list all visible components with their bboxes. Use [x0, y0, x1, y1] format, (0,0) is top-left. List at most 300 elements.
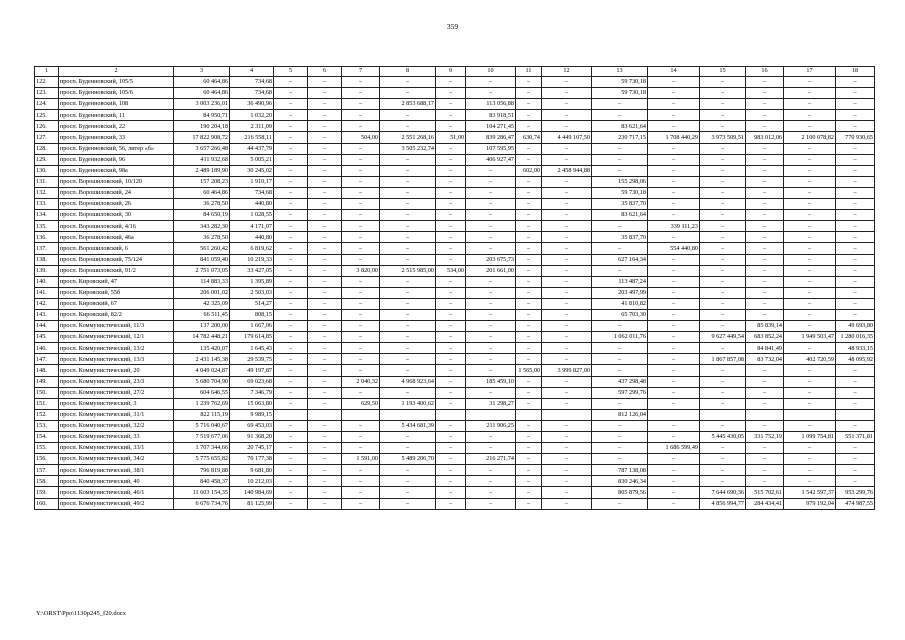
value-cell: – — [648, 287, 700, 298]
value-cell: – — [746, 232, 784, 243]
value-cell: 5 434 681,39 — [380, 420, 436, 431]
value-cell: – — [466, 276, 516, 287]
value-cell: – — [308, 165, 342, 176]
value-cell: – — [274, 387, 308, 398]
value-cell: – — [380, 276, 436, 287]
row-number-cell: 150. — [35, 387, 59, 398]
value-cell: – — [308, 276, 342, 287]
value-cell: – — [746, 454, 784, 465]
value-cell: – — [648, 154, 700, 165]
row-number-cell: 158. — [35, 476, 59, 487]
value-cell: – — [308, 210, 342, 221]
value-cell: 9 627 449,54 — [700, 332, 746, 343]
value-cell: – — [466, 432, 516, 443]
value-cell: 1 686 599,49 — [648, 443, 700, 454]
value-cell: 1 280 016,35 — [836, 332, 875, 343]
value-cell: – — [436, 498, 466, 509]
address-cell: просп. Кировский, 82/2 — [59, 309, 174, 320]
value-cell: – — [836, 476, 875, 487]
value-cell: – — [746, 420, 784, 431]
value-cell: – — [784, 465, 836, 476]
value-cell: – — [784, 221, 836, 232]
value-cell: 2 489 189,90 — [174, 165, 230, 176]
value-cell: – — [516, 121, 542, 132]
value-cell: – — [380, 199, 436, 210]
value-cell: – — [342, 387, 380, 398]
value-cell: 2 551 268,16 — [380, 132, 436, 143]
value-cell: – — [436, 443, 466, 454]
value-cell: – — [592, 398, 648, 409]
value-cell: – — [542, 77, 592, 88]
row-number-cell: 154. — [35, 432, 59, 443]
value-cell: – — [700, 298, 746, 309]
value-cell: – — [308, 154, 342, 165]
row-number-cell: 140. — [35, 276, 59, 287]
row-number-cell: 136. — [35, 232, 59, 243]
value-cell: – — [466, 176, 516, 187]
value-cell: 83 621,64 — [592, 210, 648, 221]
value-cell — [274, 409, 308, 420]
row-number-cell: 132. — [35, 187, 59, 198]
value-cell: – — [746, 287, 784, 298]
value-cell: – — [836, 199, 875, 210]
column-header: 13 — [592, 67, 648, 77]
value-cell: 1 867 857,08 — [700, 354, 746, 365]
address-cell: просп. Ворошиловский, 30 — [59, 210, 174, 221]
table-row — [35, 176, 875, 187]
value-cell: 630,74 — [516, 132, 542, 143]
value-cell: 5 680 704,90 — [174, 376, 230, 387]
value-cell: – — [746, 376, 784, 387]
value-cell: – — [516, 221, 542, 232]
value-cell: – — [836, 309, 875, 320]
value-cell: – — [274, 476, 308, 487]
value-cell: – — [308, 376, 342, 387]
value-cell: – — [746, 199, 784, 210]
value-cell: – — [592, 99, 648, 110]
table-row — [35, 243, 875, 254]
value-cell: – — [274, 343, 308, 354]
value-cell: – — [542, 376, 592, 387]
value-cell: – — [380, 443, 436, 454]
value-cell: – — [274, 221, 308, 232]
value-cell: – — [784, 254, 836, 265]
value-cell: 60 464,86 — [174, 187, 230, 198]
value-cell: 20 745,17 — [230, 443, 274, 454]
value-cell: – — [836, 187, 875, 198]
table-row — [35, 221, 875, 232]
value-cell: – — [542, 287, 592, 298]
value-cell: 734,68 — [230, 187, 274, 198]
value-cell: – — [836, 454, 875, 465]
value-cell: 83 918,51 — [466, 110, 516, 121]
value-cell: – — [784, 343, 836, 354]
value-cell: – — [648, 99, 700, 110]
value-cell: 979 192,04 — [784, 498, 836, 509]
table-row — [35, 298, 875, 309]
value-cell: – — [274, 187, 308, 198]
value-cell: – — [516, 376, 542, 387]
value-cell: – — [700, 121, 746, 132]
value-cell: – — [648, 343, 700, 354]
value-cell: – — [436, 454, 466, 465]
value-cell: – — [648, 165, 700, 176]
value-cell: – — [836, 376, 875, 387]
value-cell: – — [516, 199, 542, 210]
value-cell: – — [746, 187, 784, 198]
value-cell: 65 703,30 — [592, 309, 648, 320]
value-cell: – — [648, 210, 700, 221]
value-cell: – — [542, 121, 592, 132]
table-row — [35, 432, 875, 443]
value-cell: – — [700, 154, 746, 165]
table-row — [35, 99, 875, 110]
footer-file-path: Y:\ORST\Ppo\1130p245_f20.docx — [36, 610, 126, 617]
value-cell: – — [466, 465, 516, 476]
table-row — [35, 398, 875, 409]
value-cell: 5 716 040,67 — [174, 420, 230, 431]
value-cell: – — [380, 77, 436, 88]
address-cell: просп. Ворошиловский, 91/2 — [59, 265, 174, 276]
value-cell: – — [700, 398, 746, 409]
row-number-cell: 123. — [35, 88, 59, 99]
value-cell: 534,00 — [436, 265, 466, 276]
value-cell: 437 298,48 — [592, 376, 648, 387]
value-cell: 2 751 073,05 — [174, 265, 230, 276]
value-cell: – — [784, 376, 836, 387]
value-cell: 1 193 400,62 — [380, 398, 436, 409]
value-cell: – — [342, 321, 380, 332]
value-cell: – — [436, 176, 466, 187]
value-cell: – — [516, 321, 542, 332]
value-cell: – — [784, 121, 836, 132]
value-cell: – — [380, 110, 436, 121]
address-cell: просп. Коммунистический, 3 — [59, 398, 174, 409]
value-cell: – — [746, 476, 784, 487]
value-cell: – — [308, 110, 342, 121]
value-cell: – — [516, 432, 542, 443]
value-cell: – — [380, 88, 436, 99]
value-cell: – — [648, 354, 700, 365]
value-cell: – — [274, 88, 308, 99]
value-cell: – — [516, 88, 542, 99]
value-cell: – — [466, 187, 516, 198]
value-cell: – — [700, 221, 746, 232]
value-cell: 190 204,18 — [174, 121, 230, 132]
table-row — [35, 287, 875, 298]
value-cell: 85 839,14 — [746, 321, 784, 332]
value-cell: – — [274, 199, 308, 210]
value-cell: – — [836, 443, 875, 454]
value-cell: 230 717,15 — [592, 132, 648, 143]
value-cell: – — [648, 199, 700, 210]
value-cell: – — [274, 232, 308, 243]
value-cell: – — [308, 176, 342, 187]
value-cell: – — [342, 432, 380, 443]
value-cell: – — [308, 443, 342, 454]
value-cell: – — [700, 343, 746, 354]
value-cell: – — [308, 88, 342, 99]
value-cell: – — [648, 398, 700, 409]
value-cell: 49 197,87 — [230, 365, 274, 376]
value-cell: 339 111,23 — [648, 221, 700, 232]
address-cell: просп. Кировский, 67 — [59, 298, 174, 309]
column-header: 17 — [784, 67, 836, 77]
value-cell: – — [648, 454, 700, 465]
value-cell: – — [342, 232, 380, 243]
value-cell: – — [380, 298, 436, 309]
value-cell: – — [836, 221, 875, 232]
value-cell: 602,00 — [516, 165, 542, 176]
value-cell: – — [274, 332, 308, 343]
value-cell: – — [308, 132, 342, 143]
value-cell: – — [648, 176, 700, 187]
value-cell: – — [436, 221, 466, 232]
value-cell: – — [274, 321, 308, 332]
value-cell: – — [648, 121, 700, 132]
value-cell: 59 730,18 — [592, 88, 648, 99]
value-cell: 51,00 — [436, 132, 466, 143]
value-cell — [542, 409, 592, 420]
table-row — [35, 376, 875, 387]
value-cell: – — [342, 309, 380, 320]
column-header: 2 — [59, 67, 174, 77]
address-cell: просп. Коммунистический, 11/3 — [59, 321, 174, 332]
value-cell: 830 246,34 — [592, 476, 648, 487]
table-row — [35, 110, 875, 121]
value-cell: – — [466, 309, 516, 320]
value-cell: – — [516, 287, 542, 298]
value-cell: 822 115,19 — [174, 409, 230, 420]
value-cell: – — [648, 476, 700, 487]
value-cell: 2 040,32 — [342, 376, 380, 387]
value-cell: – — [542, 143, 592, 154]
value-cell: 1 910,17 — [230, 176, 274, 187]
value-cell: – — [436, 121, 466, 132]
value-cell: – — [274, 77, 308, 88]
value-cell: 787 138,08 — [592, 465, 648, 476]
value-cell: – — [746, 365, 784, 376]
row-number-cell: 139. — [35, 265, 59, 276]
value-cell: – — [436, 210, 466, 221]
value-cell: – — [542, 99, 592, 110]
address-cell: просп. Коммунистический, 38/1 — [59, 465, 174, 476]
address-cell: просп. Коммунистический, 12/1 — [59, 332, 174, 343]
value-cell: – — [700, 287, 746, 298]
value-cell — [700, 409, 746, 420]
value-cell: 10 219,33 — [230, 254, 274, 265]
table-row — [35, 265, 875, 276]
value-cell: – — [380, 243, 436, 254]
value-cell: – — [274, 309, 308, 320]
value-cell: – — [436, 154, 466, 165]
value-cell: – — [380, 187, 436, 198]
value-cell: – — [308, 420, 342, 431]
value-cell: – — [542, 487, 592, 498]
value-cell: – — [784, 199, 836, 210]
value-cell: 983 012,06 — [746, 132, 784, 143]
value-cell: – — [342, 254, 380, 265]
value-cell: – — [746, 398, 784, 409]
value-cell: – — [308, 309, 342, 320]
value-cell: – — [466, 199, 516, 210]
value-cell: – — [466, 443, 516, 454]
value-cell: – — [308, 221, 342, 232]
address-cell: просп. Буденновский, 22 — [59, 121, 174, 132]
value-cell: – — [274, 176, 308, 187]
value-cell: – — [516, 276, 542, 287]
value-cell: – — [700, 77, 746, 88]
value-cell: 29 539,75 — [230, 354, 274, 365]
value-cell: – — [592, 432, 648, 443]
table-row — [35, 465, 875, 476]
table-row — [35, 254, 875, 265]
value-cell: – — [274, 287, 308, 298]
value-cell: – — [342, 465, 380, 476]
value-cell: – — [342, 77, 380, 88]
value-cell: – — [836, 298, 875, 309]
value-cell: – — [274, 154, 308, 165]
value-cell: – — [308, 498, 342, 509]
value-cell: – — [784, 287, 836, 298]
address-cell: просп. Ворошиловский, 6 — [59, 243, 174, 254]
value-cell: 1 028,55 — [230, 210, 274, 221]
value-cell: – — [380, 165, 436, 176]
value-cell: – — [342, 365, 380, 376]
value-cell: – — [836, 387, 875, 398]
value-cell: – — [542, 187, 592, 198]
column-header: 8 — [380, 67, 436, 77]
value-cell: 48 933,15 — [836, 343, 875, 354]
value-cell: – — [700, 309, 746, 320]
value-cell: – — [542, 465, 592, 476]
value-cell: – — [784, 143, 836, 154]
value-cell: – — [700, 110, 746, 121]
row-number-cell: 155. — [35, 443, 59, 454]
value-cell: – — [784, 454, 836, 465]
value-cell: – — [700, 265, 746, 276]
value-cell: 9 681,80 — [230, 465, 274, 476]
value-cell: – — [516, 343, 542, 354]
value-cell: 49 693,80 — [836, 321, 875, 332]
value-cell: – — [274, 276, 308, 287]
value-cell: 206 001,02 — [174, 287, 230, 298]
value-cell: – — [274, 420, 308, 431]
value-cell: – — [542, 298, 592, 309]
value-cell: – — [342, 88, 380, 99]
value-cell: – — [648, 487, 700, 498]
value-cell: – — [592, 365, 648, 376]
value-cell: – — [542, 199, 592, 210]
value-cell: – — [466, 365, 516, 376]
value-cell: – — [274, 354, 308, 365]
address-cell: просп. Кировский, 55б — [59, 287, 174, 298]
value-cell: – — [836, 176, 875, 187]
table-row — [35, 332, 875, 343]
value-cell: 4 968 923,64 — [380, 376, 436, 387]
value-cell: – — [836, 165, 875, 176]
value-cell: – — [342, 498, 380, 509]
value-cell: 440,80 — [230, 232, 274, 243]
table-row — [35, 476, 875, 487]
value-cell: – — [700, 199, 746, 210]
table-row — [35, 165, 875, 176]
value-cell: – — [308, 343, 342, 354]
value-cell: – — [516, 176, 542, 187]
value-cell: – — [380, 154, 436, 165]
row-number-cell: 130. — [35, 165, 59, 176]
value-cell — [648, 409, 700, 420]
address-cell: просп. Коммунистический, 46/1 — [59, 487, 174, 498]
column-header: 5 — [274, 67, 308, 77]
value-cell: – — [592, 143, 648, 154]
row-number-cell: 148. — [35, 365, 59, 376]
address-cell: просп. Буденновский, 11 — [59, 110, 174, 121]
value-cell: 114 883,33 — [174, 276, 230, 287]
value-cell: – — [784, 154, 836, 165]
value-cell: – — [436, 398, 466, 409]
value-cell: – — [784, 387, 836, 398]
value-cell: – — [592, 354, 648, 365]
value-cell: 734,68 — [230, 88, 274, 99]
value-cell: – — [342, 287, 380, 298]
table-row — [35, 143, 875, 154]
value-cell: – — [746, 309, 784, 320]
value-cell: 4 856 994,77 — [700, 498, 746, 509]
value-cell: 839 286,47 — [466, 132, 516, 143]
value-cell: – — [274, 210, 308, 221]
address-cell: просп. Коммунистический, 13/2 — [59, 343, 174, 354]
value-cell: 7 644 690,36 — [700, 487, 746, 498]
value-cell: – — [436, 321, 466, 332]
value-cell: – — [516, 487, 542, 498]
value-cell: 107 595,95 — [466, 143, 516, 154]
value-cell: 402 720,59 — [784, 354, 836, 365]
value-cell: – — [274, 498, 308, 509]
value-cell: – — [700, 276, 746, 287]
value-cell: – — [700, 187, 746, 198]
value-cell: – — [648, 232, 700, 243]
value-cell: 331 752,19 — [746, 432, 784, 443]
value-cell: – — [700, 88, 746, 99]
value-cell: 1 565,00 — [516, 365, 542, 376]
value-cell: 157 208,23 — [174, 176, 230, 187]
value-cell: – — [308, 243, 342, 254]
address-cell: просп. Коммунистический, 27/2 — [59, 387, 174, 398]
value-cell: – — [700, 365, 746, 376]
value-cell: – — [380, 210, 436, 221]
value-cell: 812 126,04 — [592, 409, 648, 420]
value-cell: – — [274, 132, 308, 143]
value-cell: 629,50 — [342, 398, 380, 409]
address-cell: просп. Буденновский, 108 — [59, 99, 174, 110]
column-header: 11 — [516, 67, 542, 77]
value-cell: – — [784, 176, 836, 187]
value-cell: 5 005,21 — [230, 154, 274, 165]
value-cell: – — [648, 298, 700, 309]
value-cell: – — [700, 143, 746, 154]
value-cell: – — [836, 110, 875, 121]
value-cell: 84 950,71 — [174, 110, 230, 121]
value-cell: 561 260,42 — [174, 243, 230, 254]
value-cell: 201 661,00 — [466, 265, 516, 276]
column-header: 14 — [648, 67, 700, 77]
value-cell: – — [542, 309, 592, 320]
value-cell: 6 819,62 — [230, 243, 274, 254]
table-row — [35, 210, 875, 221]
value-cell — [746, 409, 784, 420]
value-cell: – — [380, 498, 436, 509]
